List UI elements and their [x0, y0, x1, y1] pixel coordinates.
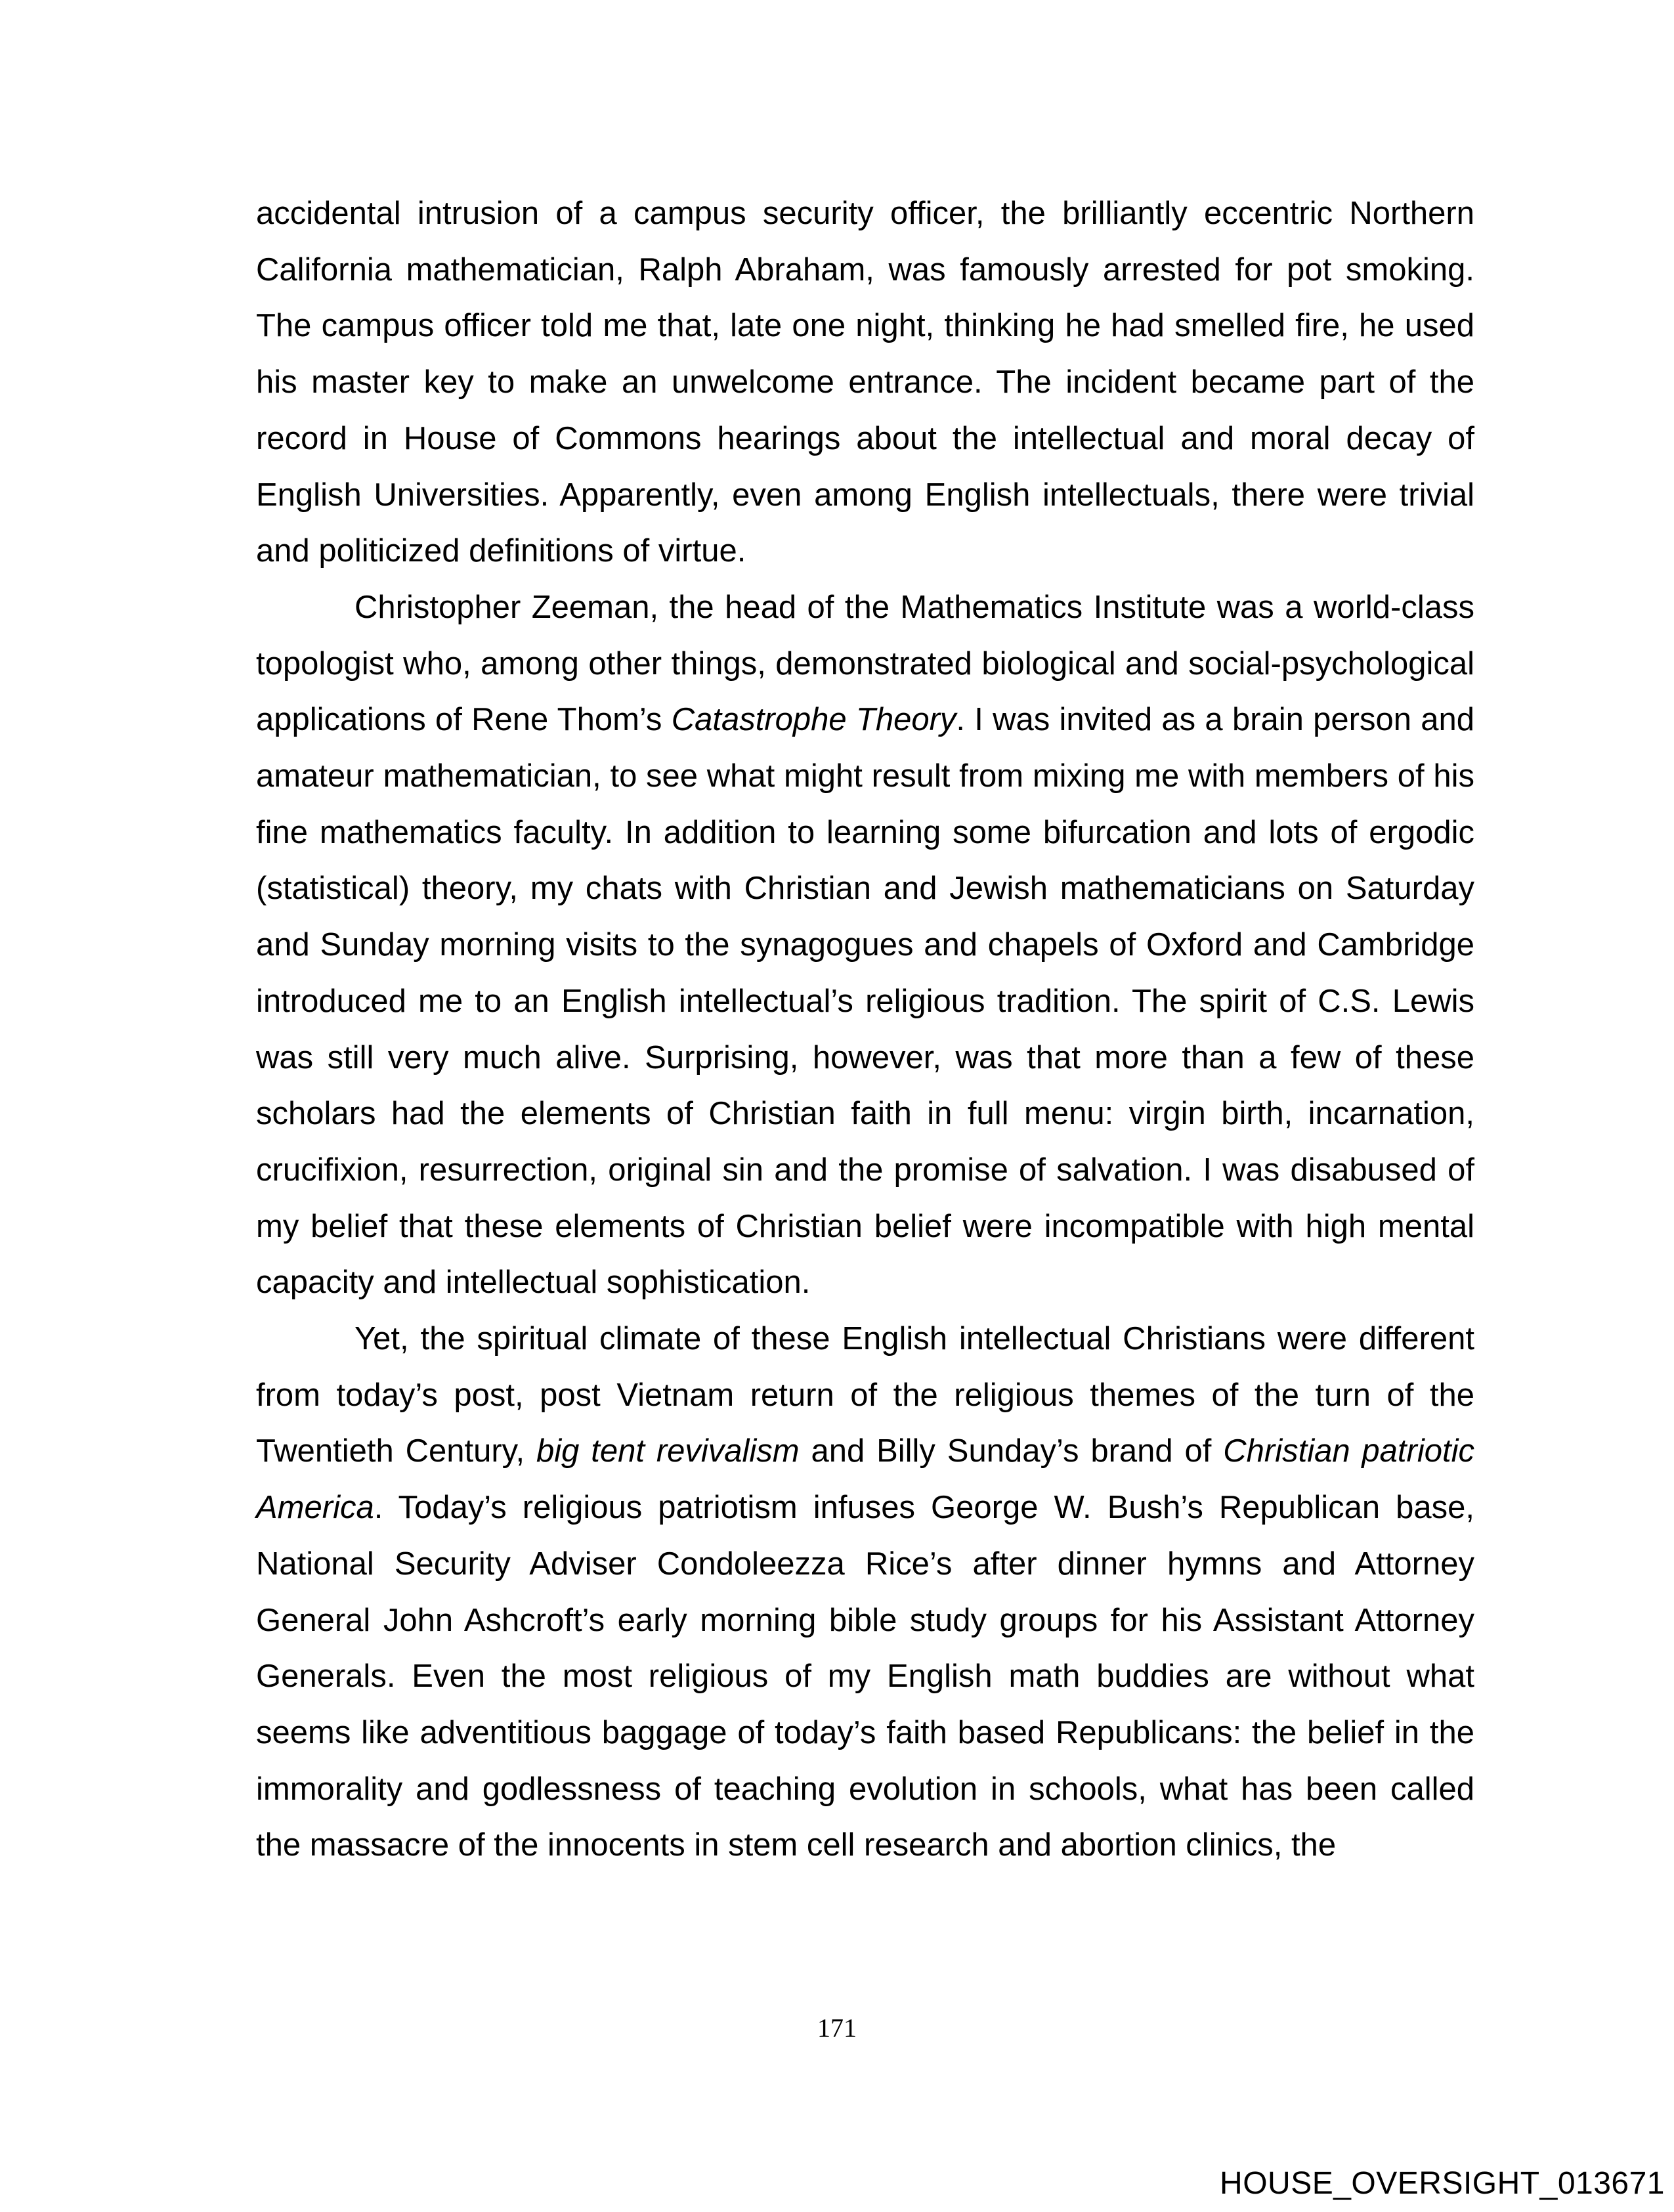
paragraph-2-text-a: Christopher Zeeman, the head of the Mathematics Institute was a world-class topologist who, among other things, demonstrated biological and social-psychological applications of Rene Thom’s [256, 589, 1474, 738]
paragraph-3-text-b: and Billy Sunday’s brand of [799, 1433, 1224, 1469]
paragraph-1-text: accidental intrusion of a campus security officer, the brilliantly eccentric Northern California mathematician, Ralph Abraham, was famously arrested for pot smoking. The campus officer told me that, late one night, thinking he had smelled fire, he used his master key to make an unwelcome entrance. The incident became part of the record in House of Commons hearings about the intellectual and moral decay of English Universities. Apparently, even among English intellectuals, there were trivial and politicized definitions of virtue. [256, 196, 1474, 569]
paragraph-2 [256, 580, 1474, 1311]
paragraph-3-text-a: Yet, the spiritual climate of these English intellectual Christians were different from today’s post, post Vietnam return of the religious themes of the turn of the Twentieth Century, [256, 1321, 1474, 1469]
paragraph-1 [256, 186, 1474, 580]
bates-stamp: HOUSE_OVERSIGHT_013671 [1220, 2166, 1665, 2201]
paragraph-2-text-b: . I was invited as a brain person and amateur mathematician, to see what might result from mixing me with members of his fine mathematics faculty. In addition to learning some bifurcation and lots of ergodic (statistical) theory, my chats with Christian and Jewish mathematicians on Saturday and Sunday morning visits to the synagogues and chapels of Oxford and Cambridge introduced me to an English intellectual’s religious tradition. The spirit of C.S. Lewis was still very much alive. Surprising, however, was that more than a few of these scholars had the elements of Christian faith in full menu: virgin birth, incarnation, crucifixion, resurrection, original sin and the promise of salvation. I was disabused of my belief that these elements of Christian belief were incompatible with high mental capacity and intellectual sophistication. [256, 702, 1474, 1301]
paragraph-3-text-c: . Today’s religious patriotism infuses George W. Bush’s Republican base, National Security Adviser Condoleezza Rice’s after dinner hymns and Attorney General John Ashcroft’s early morning bible study groups for his Assistant Attorney Generals. Even the most religious of my English math buddies are without what seems like adventitious baggage of today’s faith based Republicans: the belief in the immorality and godlessness of teaching evolution in schools, what has been called the massacre of the innocents in stem cell research and abortion clinics, the [256, 1490, 1474, 1863]
big-tent-revivalism-phrase: big tent revivalism [536, 1433, 800, 1469]
catastrophe-theory-title: Catastrophe Theory [671, 702, 956, 738]
paragraph-3 [256, 1311, 1474, 1874]
christian-patriotic-america-phrase: Christian patriotic America [256, 1433, 1475, 1526]
body-text [256, 186, 1474, 1874]
page-number: 171 [817, 2013, 857, 2043]
